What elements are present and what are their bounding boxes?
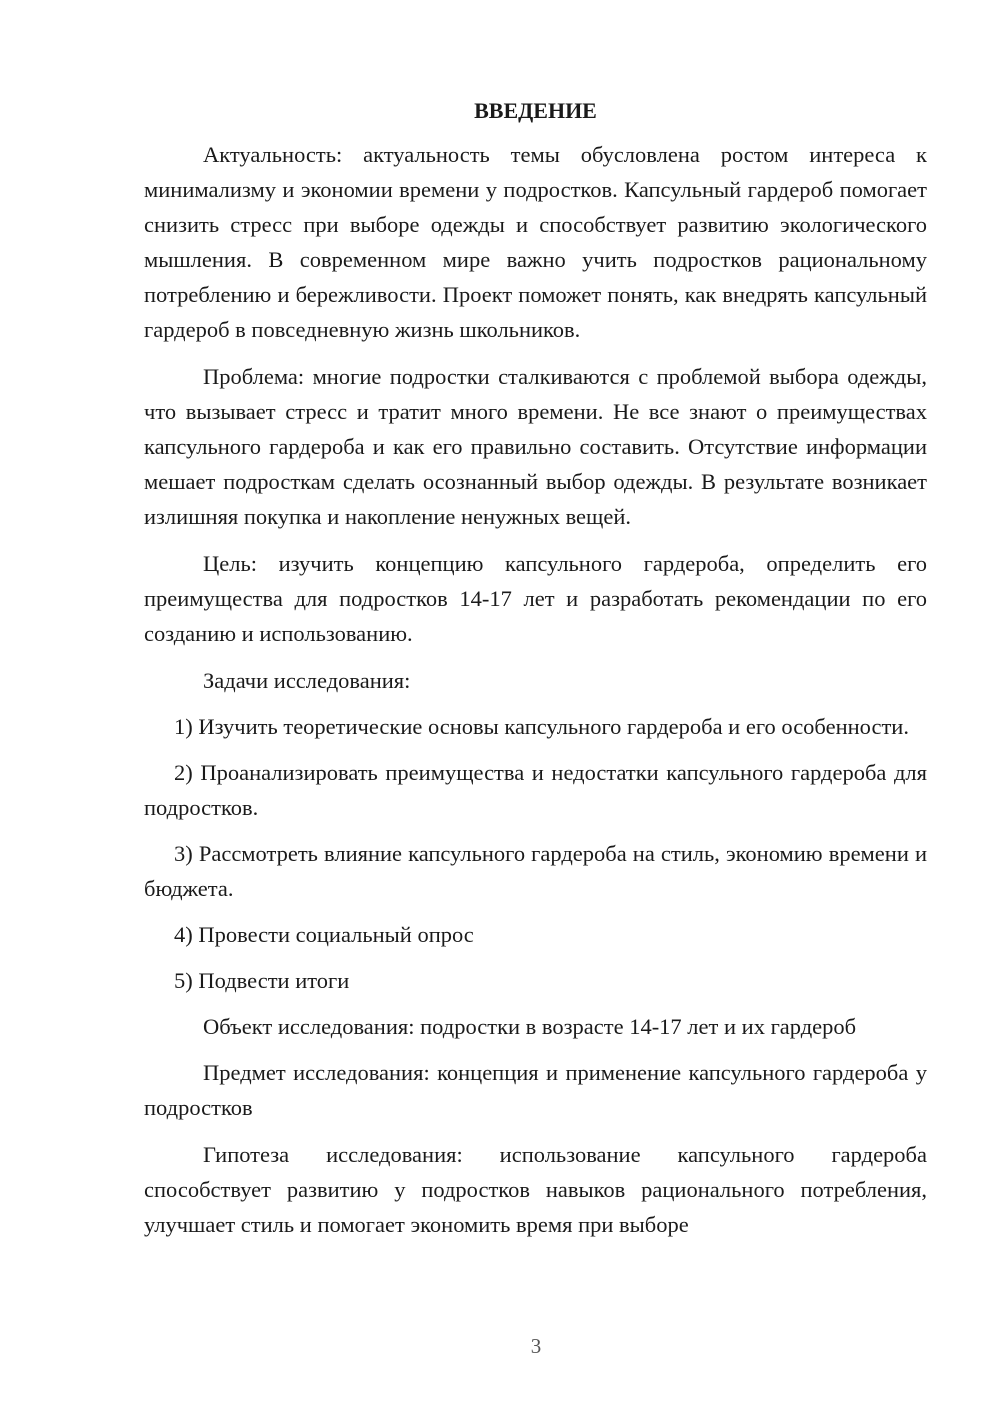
task-item-4: 4) Провести социальный опрос [174,922,474,947]
goal-paragraph: Цель: изучить концепцию капсульного гардероба, определить его преимущества для подростков 14-17 лет и разработать рекомендации по его созданию и использованию. [144,551,927,646]
relevance-paragraph: Актуальность: актуальность темы обусловлена ростом интереса к минимализму и экономии времени у подростков. Капсульный гардероб помогает снизить стресс при выборе одежды и способствует развитию экологического мышления. В современном мире важно учить подростков рациональному потреблению и бережливости. Проект поможет понять, как внедрять капсульный гардероб в повседневную жизнь школьников. [144,142,927,342]
page-number: 3 [530,1334,542,1358]
document-page [144,96,927,1254]
page-title: ВВЕДЕНИЕ [474,98,597,123]
hypothesis-paragraph: Гипотеза исследования: использование капсульного гардероба способствует развитию у подростков навыков рационального потребления, улучшает стиль и помогает экономить время при выборе [144,1142,927,1237]
task-item-1: 1) Изучить теоретические основы капсульного гардероба и его особенности. [174,714,909,739]
subject-paragraph: Предмет исследования: концепция и применение капсульного гардероба у подростков [144,1060,927,1120]
problem-paragraph: Проблема: многие подростки сталкиваются с проблемой выбора одежды, что вызывает стресс и тратит много времени. Не все знают о преимуществах капсульного гардероба и как его правильно составить. Отсутствие информации мешает подросткам сделать осознанный выбор одежды. В результате возникает излишняя покупка и накопление ненужных вещей. [144,364,927,529]
object-paragraph: Объект исследования: подростки в возрасте 14-17 лет и их гардероб [203,1014,857,1039]
tasks-heading: Задачи исследования: [203,668,411,693]
task-item-2: 2) Проанализировать преимущества и недостатки капсульного гардероба для подростков. [144,760,927,820]
task-item-3: 3) Рассмотреть влияние капсульного гардероба на стиль, экономию времени и бюджета. [144,841,927,901]
task-item-5: 5) Подвести итоги [174,968,350,993]
